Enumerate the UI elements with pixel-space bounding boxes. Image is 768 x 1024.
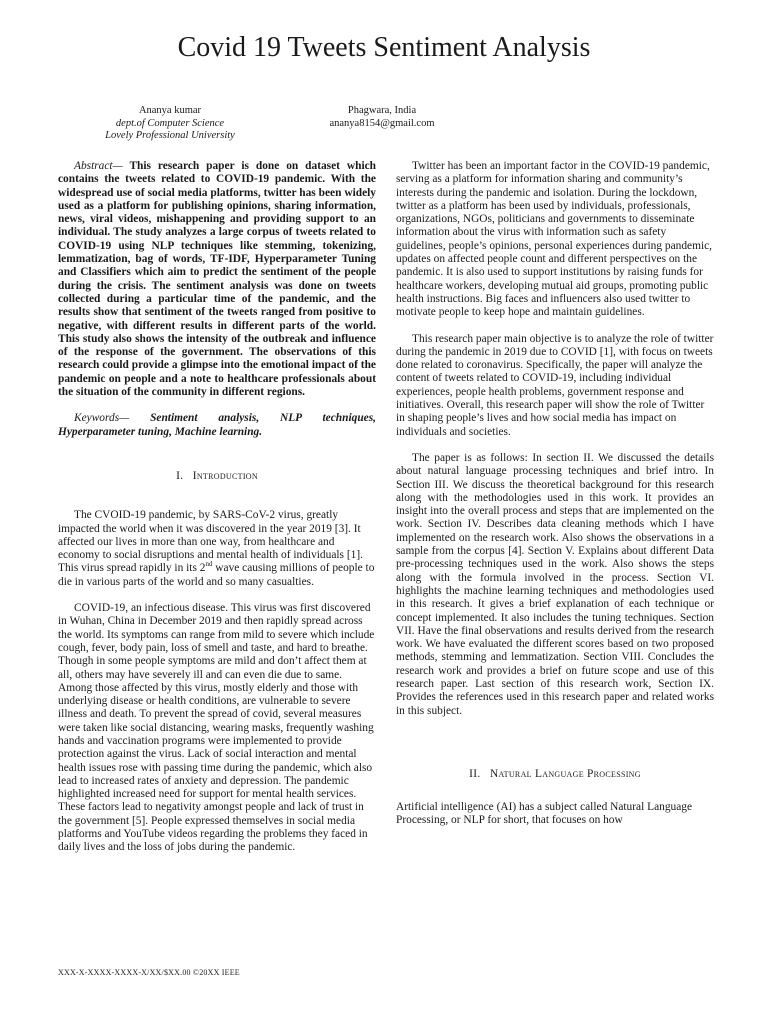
section-heading-nlp: II. Natural Language Processing [469,767,641,780]
left-column [58,160,376,855]
keywords-text: Sentiment analysis, NLP techniques, Hyperparameter tuning, Machine learning. [58,412,376,438]
abstract-label: Abstract— [74,160,123,172]
intro-paragraph-4: This research paper main objective is to analyze the role of twitter during the pandemic in 2019 due to COVID [1], with focus on tweets done related to coronavirus. Specifically, the paper will analyze the content of tweets related to COVID-19, including individual experiences, people health problems, government response and initiatives. Overall, this research paper will show the role of Twitter in shaping people’s lives and how social media has impact on individuals and societies. [396,332,714,438]
right-column [396,160,714,828]
author-org: Lovely Professional University [105,130,235,141]
nlp-paragraph-1: Artificial intelligence (AI) has a subject called Natural Language Processing, or NLP for short, that focuses on how [396,801,693,827]
intro-paragraph-1: The CVOID-19 pandemic, by SARS-CoV-2 virus, greatly impacted the world when it was discovered in the year 2019 [3]. It affected our lives in more than one way, from healthcare and economy to social disruptions and mental health of individuals [1]. This virus spread rapidly in its 2nd wave causing millions of people to die in various parts of the world and so many casualties. [58,509,375,588]
intro-paragraph-3: Twitter has been an important factor in the COVID-19 pandemic, serving as a platform for information sharing and community’s interests during the pandemic and isolation. During the lockdown, twitter as a platform has been used by individuals, professionals, organizations, NGOs, politicians and governments to disseminate information about the virus with information such as safety guidelines, people’s opinions, personal experiences during pandemic, updates on affected people count and different perspectives on the pandemic. It is also used to support institutions by raising funds for healthcare workers, developing mutual aid groups, promoting public health instructions. Big faces and influencers also used twitter to motivate people to keep hope and maintain guidelines. [396,160,713,319]
abstract-text: This research paper is done on dataset which contains the tweets related to COVID-19 pandemic. With the widespread use of social media platforms, twitter has been widely used as a platform for publishing opinions, sharing information, news, viral videos, mishappening and providing support to an individual. The study analyzes a large corpus of tweets related to COVID-19 using NLP techniques like stemming, tokenizing, lemmatization, bag of words, TF-IDF, Hyperparameter Tuning and Classifiers which aim to predict the sentiment of the people during the crisis. The sentiment analysis was done on tweets collected during a particular time of the pandemic, and the results show that sentiment of the tweets ranged from positive to negative, with different results in different parts of the world. This study also shows the intensity of the outbreak and influence of the response of the government. The observations of this research could provide a glimpse into the emotional impact of the pandemic on people and a note to healthcare professionals about the situation of the community in different regions. [58,160,376,399]
keywords [58,412,376,439]
author-dept: dept.of Computer Science [115,117,225,129]
author-block-2 [267,105,497,130]
intro-paragraph-2: COVID-19, an infectious disease. This virus was first discovered in Wuhan, China in December 2019 and then rapidly spread across the world. Its symptoms can range from mild to severe which include cough, fever, body pain, loss of smell and taste, and hard to breathe. Though in some people symptoms are mild and don’t affect them at all, others may have severely ill and can even die due to same. Among those affected by this virus, mostly elderly and those with underlying disease or health conditions, are vulnerable to severe illness and death. To prevent the spread of covid, several measures were taken like social distancing, wearing masks, frequently washing hands and vaccination programs were implemented to provide protection against the virus. Lack of social interaction and mental health issues rose with passing time during the pandemic, which also lead to increased rates of anxiety and depression. The pandemic highlighted increased need for support for mental health services. These factors lead to negativity amongst people and lack of trust in the government [5]. People expressed themselves in social media platforms and YouTube videos regarding the problems they faced in daily lives and the loss of jobs during the pandemic. [58,602,375,854]
author-name: Ananya kumar [138,105,202,116]
section-heading-introduction: I. Introduction [176,469,258,482]
paper-title: Covid 19 Tweets Sentiment Analysis [177,32,591,63]
author-location: Phagwara, India [347,105,417,116]
copyright-footer: XXX-X-XXXX-XXXX-X/XX/$XX.00 ©20XX IEEE [58,968,240,977]
author-block-1 [55,105,285,143]
intro-paragraph-5: The paper is as follows: In section II. We discussed the details about natural language processing techniques and brief intro. In Section III. We discuss the theoretical background for this research along with the methodologies used in this work. It provides an insight into the overall process and steps that are implemented on the work. Section IV. Describes data cleaning methods which I have implemented on the research work. Also shows the observations in a sample from the corpus [4]. Section V. Explains about different Data pre-processing techniques used in the work. Also shows the steps along with the formula involved in the process. Section VI. highlights the machine learning techniques and methodologies used in this research. It gives a brief explanation of each technique or concept implemented. It also includes the tuning techniques. Section VII. Have the final observations and results derived from the research work. We have evaluated the different scores based on two proposed methods, stemming and lemmatization. Section VIII. Concludes the research work and provides a brief on future scope and use of this research paper. Last section of this research work, Section IX. Provides the references used in this research paper and related works in this subject. [396,451,714,717]
keywords-label: Keywords— [74,412,130,425]
abstract [58,160,376,399]
author-email: ananya8154@gmail.com [329,117,435,129]
